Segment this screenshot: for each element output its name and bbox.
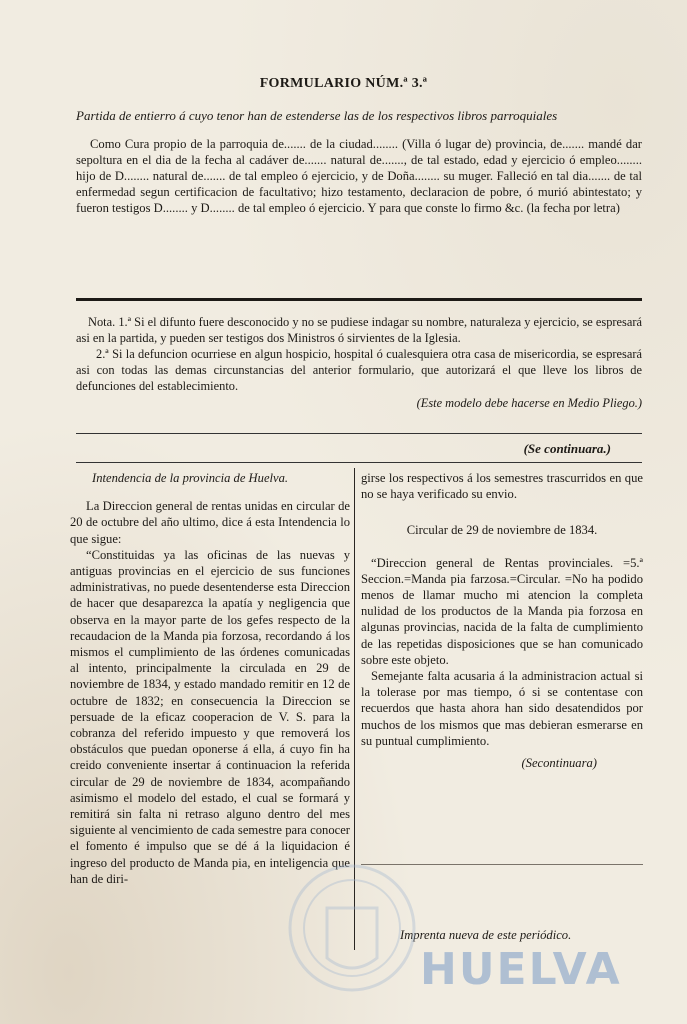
printer-imprint: Imprenta nueva de este periódico. — [400, 928, 572, 942]
model-note: (Este modelo debe hacerse en Medio Pliego.) — [416, 396, 642, 410]
column-divider — [354, 468, 355, 950]
right-column — [361, 470, 643, 771]
to-be-continued-bottom: (Secontinuara) — [521, 756, 597, 771]
thin-divider-2 — [76, 462, 642, 463]
watermark-text: HUELVA — [420, 944, 622, 995]
right-bottom-divider — [361, 864, 643, 865]
right-paragraph-2: “Direccion general de Rentas provinciales. =5.ª Seccion.=Manda pia farzosa.=Circular. =No ha podido menos de llamar mucho mi atencion la completa nulidad de los productos de la Manda pia forzosa en algunas provincias, nacida de la falta de cumplimiento de las repetidas disposiciones que se han comunicado sobre este objeto. — [361, 555, 643, 667]
right-paragraph-1: girse los respectivos á los semestres trascurridos en que no se haya verificado su envio. — [361, 471, 643, 502]
right-paragraph-3: Semejante falta acusaria á la administracion actual si la tolerase por mas tiempo, ó si se contentase con recuerdos que hasta ahora han sido desatendidos por muchos de los mismos que mas debieran esmerarse en su puntual cumplimiento. — [361, 669, 643, 748]
note-two: 2.ª Si la defuncion ocurriese en algun hospicio, hospital ó cualesquiera otra casa de misericordia, se espresará asi con todas las demas circunstancias del anterior formulario, que autorizará el que lleve los libros de defunciones del establecimiento. — [76, 347, 642, 393]
left-column — [70, 470, 350, 887]
burial-record-formula: Como Cura propio de la parroquia de....... de la ciudad........ (Villa ó lugar de) provincia, de....... mandé dar sepoltura en el dia de la fecha al cadáver de....... natural de......., de tal estado, edad y ejercicio ó empleo........ hijo de D........ natural de....... de tal empleo ó ejercicio, y de Doña........ su muger. Falleció en tal dia....... de tal enfermedad segun certificacion de facultativo; hizo testamento, declaracion de pobre, ó murió abintestato; y fueron testigos D........ y D........ de tal empleo ó ejercicio. Y para que conste lo firmo &c. (la fecha por letra) — [76, 137, 642, 215]
form-title: FORMULARIO NÚM.ª 3.ª — [259, 76, 428, 91]
circular-heading: Circular de 29 de noviembre de 1834. — [406, 523, 598, 538]
left-paragraph-1: La Direccion general de rentas unidas en circular de 20 de octubre del año ultimo, dice á esta Intendencia lo que sigue: — [70, 499, 350, 546]
note-one: Nota. 1.ª Si el difunto fuere desconocido y no se pudiese indagar su nombre, naturaleza y ejercicio, se espresará asi en la partida, y pueden ser testigos dos Ministros ó sirvientes de la Iglesia. — [76, 315, 642, 345]
left-paragraph-2: “Constituidas ya las oficinas de las nuevas y antiguas provincias en el ejercicio de sus funciones administrativas, no puede desentenderse esta Direccion de hacer que desaparezca la apatía y negligencia que observa en la mayor parte de los gefes respecto de la recaudacion de la Manda pia forzosa, recordando á los mismos el cumplimiento de las órdenes comunicadas al intento, principalmente la circulada en 29 de noviembre de 1834, y estado mandado remitir en 12 de octubre de 1832; en consecuencia la Direccion se persuade de la eficaz cooperacion de V. S. para la cobranza del referido impuesto y que removerá los obstáculos que puedan oponerse á ella, á cuyo fin ha creido conveniente insertar á continuacion la referida circular de 29 de noviembre de 1834, acompañando asimismo el modelo del estado, el cual se formará y remitirá sin falta ni retraso alguno dentro del mes siguiente al vencimiento de cada semestre para conocer el fomento é impulso que se dé á la liquidacion é ingreso del producto de Manda pia, en inteligencia que han de diri- — [70, 547, 350, 886]
left-column-heading: Intendencia de la provincia de Huelva. — [92, 471, 289, 485]
notes-section — [76, 314, 642, 411]
thin-divider — [76, 433, 642, 434]
thick-divider — [76, 298, 642, 301]
to-be-continued-top: (Se continuara.) — [523, 441, 611, 456]
form-subtitle: Partida de entierro á cuyo tenor han de estenderse las de los respectivos libros parroquiales — [76, 108, 558, 123]
